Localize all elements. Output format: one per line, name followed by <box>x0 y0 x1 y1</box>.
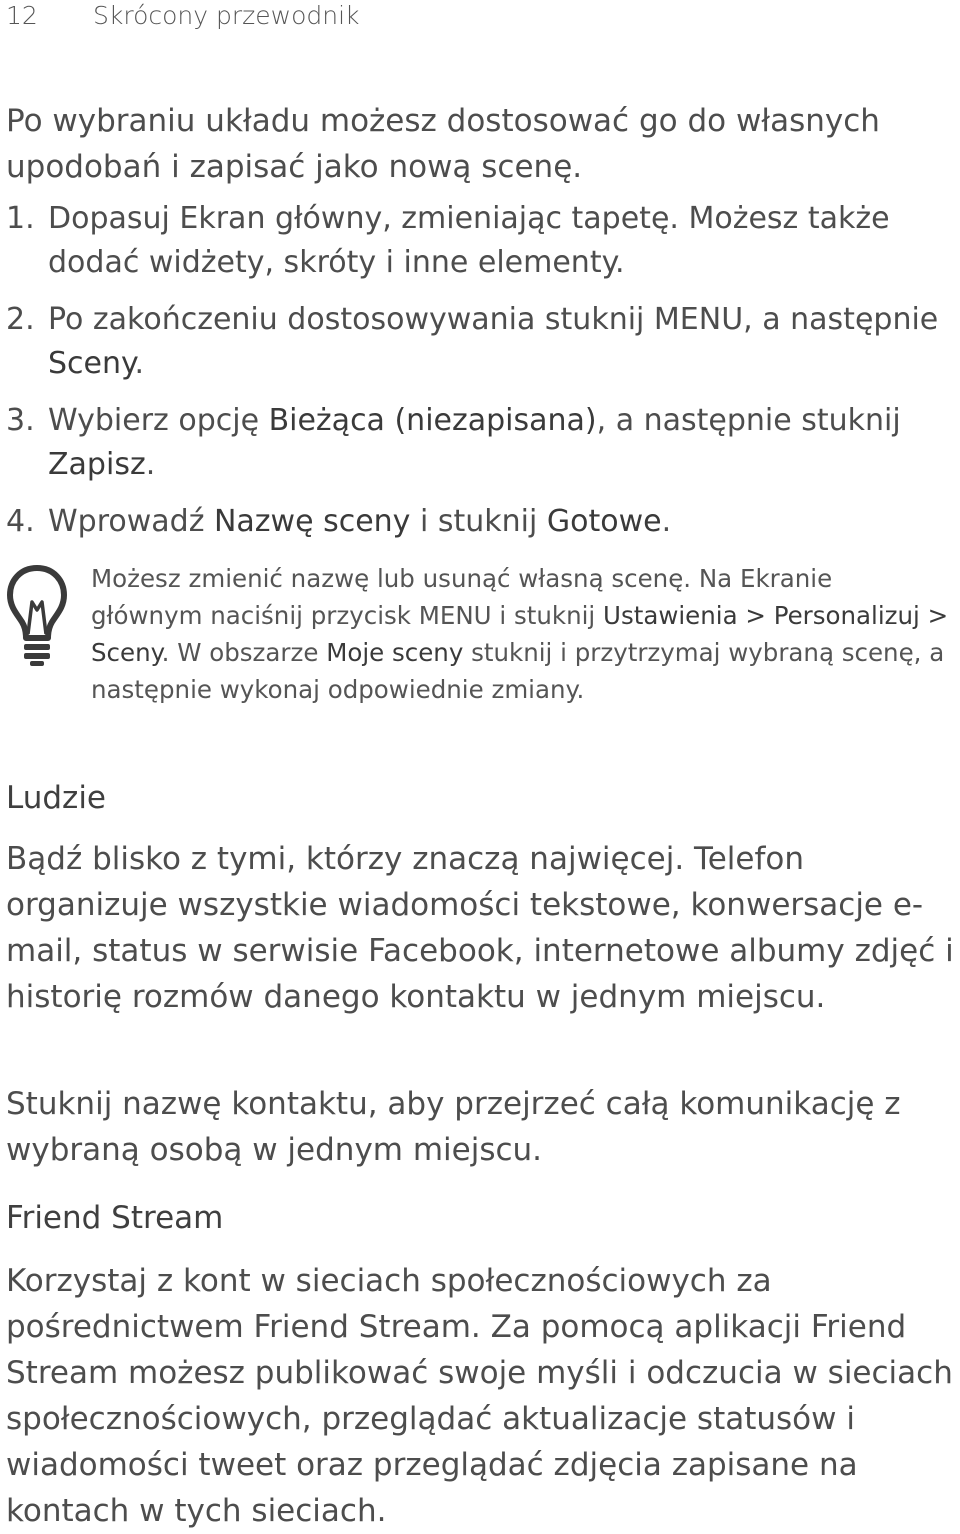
step-text-end: . <box>661 504 672 539</box>
tip-box <box>6 560 949 750</box>
lightbulb-icon <box>6 564 68 668</box>
ludzie-paragraph-2: Stuknij nazwę kontaktu, aby przejrzeć całą komunikację z wybraną osobą w jednym miejscu. <box>6 1086 901 1168</box>
step-item-2 <box>6 298 946 386</box>
step-number: 4. <box>6 504 35 539</box>
step-item-4 <box>6 500 946 544</box>
highlight-moje-sceny: Moje sceny <box>326 638 464 667</box>
step-text: Wybierz opcję <box>48 403 269 438</box>
highlight-zapisz: Zapisz <box>48 447 146 482</box>
tip-text-part: Możesz zmienić nazwę lub usunąć własną scenę. Na Ekranie głównym naciśnij przycisk MENU i stuknij <box>91 564 833 630</box>
ludzie-paragraph-1: Bądź blisko z tymi, którzy znaczą najwięcej. Telefon organizuje wszystkie wiadomości tekstowe, konwersacje e-mail, status w serwisie Facebook, internetowe albumy zdjęć i historię rozmów danego kontaktu w jednym miejscu. <box>6 841 954 1015</box>
step-text-mid: i stuknij <box>410 504 547 539</box>
tip-text-part: stuknij i przytrzymaj wybraną scenę, a następnie wykonaj odpowiednie zmiany. <box>91 638 945 704</box>
step-text-mid: , a następnie stuknij <box>596 403 901 438</box>
tip-text-part: . W obszarze <box>161 638 327 667</box>
highlight-gotowe: Gotowe <box>546 504 662 539</box>
step-item-1 <box>6 197 946 285</box>
section-heading-friend-stream: Friend Stream <box>6 1200 224 1236</box>
highlight-biezaca: Bieżąca (niezapisana) <box>268 403 597 438</box>
step-item-3 <box>6 399 946 487</box>
step-text: Po zakończeniu dostosowywania stuknij MENU, a następnie <box>48 302 939 337</box>
running-title: Skrócony przewodnik <box>93 1 360 30</box>
highlight-sceny: Sceny <box>48 346 135 381</box>
step-number: 2. <box>6 302 35 337</box>
intro-paragraph: Po wybraniu układu możesz dostosować go do własnych upodobań i zapisać jako nową scenę. <box>6 103 880 185</box>
friend-stream-paragraph: Korzystaj z kont w sieciach społecznościowych za pośrednictwem Friend Stream. Za pomocą aplikacji Friend Stream możesz publikować swoje myśli i odczucia w sieciach społecznościowych, przeglądać aktualizacje statusów i wiadomości tweet oraz przeglądać zdjęcia zapisane na kontach w tych sieciach. <box>6 1263 953 1529</box>
page-number: 12 <box>6 1 38 30</box>
step-number: 1. <box>6 201 35 236</box>
step-text-end: . <box>145 447 156 482</box>
page-header <box>0 0 960 32</box>
step-text-end: . <box>134 346 145 381</box>
steps-list <box>6 197 946 557</box>
step-text: Wprowadź <box>48 504 214 539</box>
section-heading-ludzie: Ludzie <box>6 780 107 816</box>
highlight-settings-path: Ustawienia > Personalizuj > Sceny <box>91 601 949 667</box>
step-text: Dopasuj Ekran główny, zmieniając tapetę. Możesz także dodać widżety, skróty i inne elementy. <box>48 201 890 280</box>
tip-text <box>91 560 951 708</box>
step-number: 3. <box>6 403 35 438</box>
highlight-nazwe-sceny: Nazwę sceny <box>213 504 411 539</box>
